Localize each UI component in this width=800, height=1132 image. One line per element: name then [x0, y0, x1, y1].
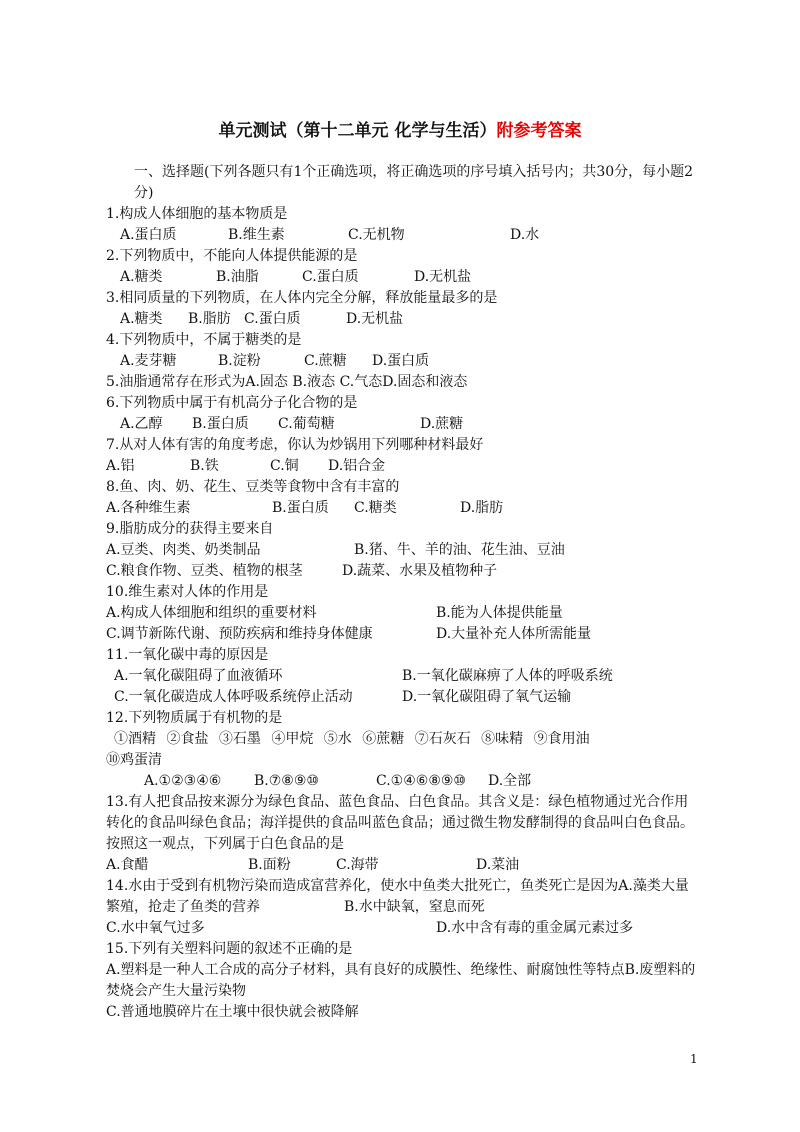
option-a: A.①②③④⑥ — [144, 773, 222, 789]
question-3: 3.相同质量的下列物质，在人体内完全分解，释放能量最多的是 — [106, 290, 498, 306]
option-c: C.蔗糖 — [304, 353, 347, 369]
options-11-row2 — [106, 687, 700, 708]
option-b: B.脂肪 — [188, 311, 231, 327]
option-a: A.乙醇 — [120, 416, 163, 432]
question-11: 11.一氧化碳中毒的原因是 — [106, 647, 269, 663]
question-9: 9.脂肪成分的获得主要来自 — [106, 521, 274, 537]
question-4: 4.下列物质中，不属于糖类的是 — [106, 332, 302, 348]
option-c: C.一氧化碳造成人体呼吸系统停止活动 — [114, 689, 353, 705]
option-b: B.猪、牛、羊的油、花生油、豆油 — [354, 542, 565, 558]
option-c: C.糖类 — [354, 500, 397, 516]
question-7: 7.从对人体有害的角度考虑，你认为炒锅用下列哪种材料最好 — [106, 437, 484, 453]
option-c: C.水中氧气过多 — [106, 920, 205, 936]
option-d: D.铝合金 — [328, 458, 386, 474]
option-c: C.粮食作物、豆类、植物的根茎 — [106, 563, 303, 579]
question-14: 14.水由于受到有机物污染而造成富营养化，使水中鱼类大批死亡，鱼类死亡是因为A.藻类大量繁殖，抢走了鱼类的营养 B.水中缺氧，窒息而死 — [106, 878, 689, 915]
option-d: D.菜油 — [476, 857, 520, 873]
option-b: B.蛋白质 — [192, 416, 249, 432]
options-11-row1 — [106, 666, 700, 687]
option-c: C.无机物 — [348, 227, 405, 243]
question-6: 6.下列物质中属于有机高分子化合物的是 — [106, 395, 358, 411]
items-12-cont: ⑩鸡蛋清 — [106, 752, 162, 768]
option-a: A.糖类 — [120, 269, 163, 285]
option-d: D.无机盐 — [346, 311, 404, 327]
option-b: B.油脂 — [216, 269, 259, 285]
options-7 — [106, 456, 700, 477]
options-9-row2 — [106, 561, 700, 582]
question-list — [106, 162, 700, 1023]
options-10-row1 — [106, 603, 700, 624]
option-a: A.蛋白质 — [120, 227, 177, 243]
options-6 — [106, 414, 700, 435]
option-a: A.糖类 — [120, 311, 163, 327]
option-b: B.一氧化碳麻痹了人体的呼吸系统 — [402, 668, 613, 684]
options-14-row2 — [106, 918, 700, 939]
options-1 — [106, 225, 700, 246]
option-d: D.脂肪 — [460, 500, 504, 516]
option-b: B.维生素 — [228, 227, 285, 243]
option-c: C.①④⑥⑧⑨⑩ — [376, 773, 466, 789]
option-d: D.水中含有毒的重金属元素过多 — [436, 920, 634, 936]
options-2 — [106, 267, 700, 288]
options-3 — [106, 309, 700, 330]
option-a: A.塑料是一种人工合成的高分子材料，具有良好的成膜性、绝缘性、耐腐蚀性等特点 — [106, 962, 625, 978]
question-5: 5.油脂通常存在形式为A.固态 B.液态 C.气态D.固态和液态 — [106, 374, 468, 390]
option-b: B.面粉 — [248, 857, 291, 873]
option-b: B.蛋白质 — [272, 500, 329, 516]
option-c: C.葡萄糖 — [278, 416, 335, 432]
option-a: A.铝 — [106, 458, 135, 474]
option-c: C.蛋白质 — [244, 311, 301, 327]
option-d: D.无机盐 — [414, 269, 472, 285]
question-10: 10.维生素对人体的作用是 — [106, 584, 269, 600]
option-b: B.水中缺氧，窒息而死 — [344, 899, 485, 915]
option-a: A.一氧化碳阻碍了血液循环 — [114, 668, 283, 684]
option-c: C.普通地膜碎片在土壤中很快就会被降解 — [106, 1004, 359, 1020]
option-d: D.全部 — [488, 773, 532, 789]
question-1: 1.构成人体细胞的基本物质是 — [106, 206, 288, 222]
option-b: B.⑦⑧⑨⑩ — [254, 773, 319, 789]
option-b: B.铁 — [190, 458, 219, 474]
option-a: A.食醋 — [106, 857, 149, 873]
option-a: A.豆类、肉类、奶类制品 — [106, 542, 261, 558]
question-13: 13.有人把食品按来源分为绿色食品、蓝色食品、白色食品。其含义是：绿色植物通过光合作用转化的食品叫绿色食品；海洋提供的食品叫蓝色食品；通过微生物发酵制得的食品叫白色食品。按照这一观点，下列属于白色食品的是 — [106, 794, 694, 852]
option-d: D.蛋白质 — [372, 353, 430, 369]
option-a: A.各种维生素 — [106, 500, 191, 516]
options-15 — [106, 960, 700, 1002]
answer-label: 附参考答案 — [496, 121, 582, 141]
option-b: B.能为人体提供能量 — [436, 605, 563, 621]
option-c: C.调节新陈代谢、预防疾病和维持身体健康 — [106, 626, 373, 642]
options-10-row2 — [106, 624, 700, 645]
question-15: 15.下列有关塑料问题的叙述不正确的是 — [106, 941, 353, 957]
options-9-row1 — [106, 540, 700, 561]
option-c: C.蛋白质 — [302, 269, 359, 285]
page-number: 1 — [690, 1052, 698, 1066]
option-d: D.一氧化碳阻碍了氧气运输 — [402, 689, 572, 705]
page-title: 单元测试（第十二单元 化学与生活）附参考答案 — [218, 121, 582, 141]
options-13 — [106, 855, 700, 876]
option-a: A.构成人体细胞和组织的重要材料 — [106, 605, 317, 621]
option-a: A.藻类大量繁殖，抢走了鱼类的营养 — [106, 878, 689, 915]
option-c: C.海带 — [336, 857, 379, 873]
items-12: ①酒精 ②食盐 ③石墨 ④甲烷 ⑤水 ⑥蔗糖 ⑦石灰石 ⑧味精 ⑨食用油 — [114, 731, 590, 747]
section-intro: 一、选择题(下列各题只有1个正确选项，将正确选项的序号填入括号内；共30分，每小题2分) — [134, 164, 694, 201]
options-12 — [106, 771, 700, 792]
question-2: 2.下列物质中，不能向人体提供能源的是 — [106, 248, 358, 264]
option-b: B.淀粉 — [218, 353, 261, 369]
option-b: B.废塑料的焚烧会产生大量污染物 — [106, 962, 696, 999]
option-d: D.水 — [510, 227, 540, 243]
options-8 — [106, 498, 700, 519]
options-4 — [106, 351, 700, 372]
option-a: A.麦芽糖 — [120, 353, 177, 369]
option-c: C.铜 — [270, 458, 299, 474]
option-d: D.蔬菜、水果及植物种子 — [342, 563, 498, 579]
question-12: 12.下列物质属于有机物的是 — [106, 710, 283, 726]
option-d: D.大量补充人体所需能量 — [436, 626, 592, 642]
option-d: D.蔗糖 — [420, 416, 464, 432]
question-8: 8.鱼、肉、奶、花生、豆类等食物中含有丰富的 — [106, 479, 400, 495]
